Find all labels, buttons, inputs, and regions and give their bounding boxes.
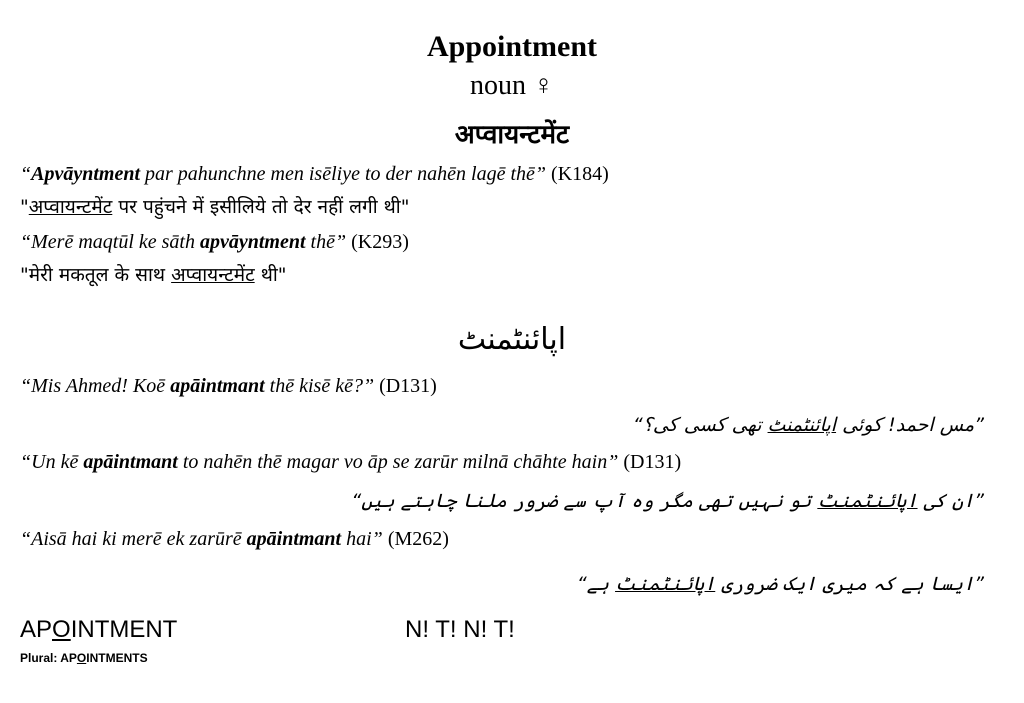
part-of-speech-label: noun xyxy=(470,70,526,101)
devanagari-keyword: अप्वायन्टमेंट xyxy=(171,264,255,286)
translit-text: thē” xyxy=(305,231,347,253)
headword-text: INTMENT xyxy=(70,616,178,643)
urdu-example-1-translit xyxy=(20,375,437,398)
translit-keyword: apāintmant xyxy=(246,528,342,550)
source-reference: (K184) xyxy=(546,163,609,185)
entry-title: Appointment xyxy=(426,30,598,63)
translit-text: “Mis Ahmed! Koē xyxy=(20,375,171,397)
source-reference: (M262) xyxy=(382,528,449,550)
urdu-text: تھی کسی کی؟“ xyxy=(632,414,768,436)
translit-text: “Aisā hai ki merē ek zarūrē xyxy=(20,528,247,550)
urdu-text: ”مس احمد! کوئی xyxy=(836,414,984,436)
feminine-gender-icon: ♀ xyxy=(533,70,554,101)
part-of-speech xyxy=(0,70,1024,102)
translit-keyword: Apvāyntment xyxy=(31,163,141,185)
plural-label: Plural: xyxy=(20,651,61,665)
translit-text: “Merē maqtūl ke sāth xyxy=(20,231,200,253)
translit-text: hai” xyxy=(341,528,383,550)
translit-text: “ xyxy=(20,163,32,185)
devanagari-text: पर पहुंचने में इसीलिये तो देर नहीं लगी थी" xyxy=(112,196,410,218)
devanagari-keyword: अप्वायन्टमेंट xyxy=(28,196,113,218)
devanagari-text: "मेरी मकतूल के साथ xyxy=(20,264,172,286)
source-reference: (D131) xyxy=(374,375,437,397)
source-reference: (K293) xyxy=(346,231,409,253)
hindi-example-1-translit xyxy=(20,163,609,186)
urdu-text: ہے“ xyxy=(576,573,616,595)
urdu-example-1-script xyxy=(633,414,984,436)
plural-text: INTMENTS xyxy=(86,651,148,665)
urdu-example-2-translit xyxy=(20,451,681,474)
urdu-example-3-script xyxy=(577,573,984,595)
urdu-headword: اپائنٹمنٹ xyxy=(457,322,567,357)
devanagari-text: थी" xyxy=(254,264,287,286)
romanized-headword xyxy=(20,616,177,644)
urdu-text: تو نہیں تھی مگر وہ آپ سے ضرور ملنا چاہتے ہیں“ xyxy=(351,490,818,512)
urdu-text: ”ایسا ہے کہ میری ایک ضروری xyxy=(715,573,984,595)
hindi-example-2-devanagari xyxy=(20,261,287,287)
translit-text: to nahēn thē magar vo āp se zarūr milnā chāhte hain” xyxy=(177,451,619,473)
plural-stressed-letter: O xyxy=(76,651,87,665)
devanagari-text: " xyxy=(20,196,29,218)
urdu-example-3-translit xyxy=(20,528,449,551)
urdu-keyword: اپائنٹمنٹ xyxy=(817,490,918,512)
pronunciation-code: N! T! N! T! xyxy=(405,616,515,643)
translit-keyword: apvāyntment xyxy=(199,231,306,253)
translit-text: “Un kē xyxy=(20,451,84,473)
translit-text: thē kisē kē?” xyxy=(264,375,375,397)
plural-form xyxy=(20,651,148,665)
urdu-keyword: اپائنٹمنٹ xyxy=(767,414,837,436)
headword-stressed-letter: O xyxy=(52,616,71,643)
plural-text: AP xyxy=(60,651,77,665)
translit-text: par pahunchne men isēliye to der nahēn lagē thē” xyxy=(140,163,547,185)
source-reference: (D131) xyxy=(618,451,682,473)
headword-text: AP xyxy=(20,616,53,643)
hindi-headword: अप्वायन्टमेंट xyxy=(454,120,570,150)
translit-keyword: apāintmant xyxy=(170,375,265,397)
translit-keyword: apāintmant xyxy=(83,451,178,473)
hindi-example-1-devanagari xyxy=(20,193,409,219)
hindi-example-2-translit xyxy=(20,231,409,254)
urdu-keyword: اپائنٹمنٹ xyxy=(615,573,716,595)
urdu-text: ”ان کی xyxy=(917,490,984,512)
urdu-example-2-script xyxy=(351,490,984,512)
